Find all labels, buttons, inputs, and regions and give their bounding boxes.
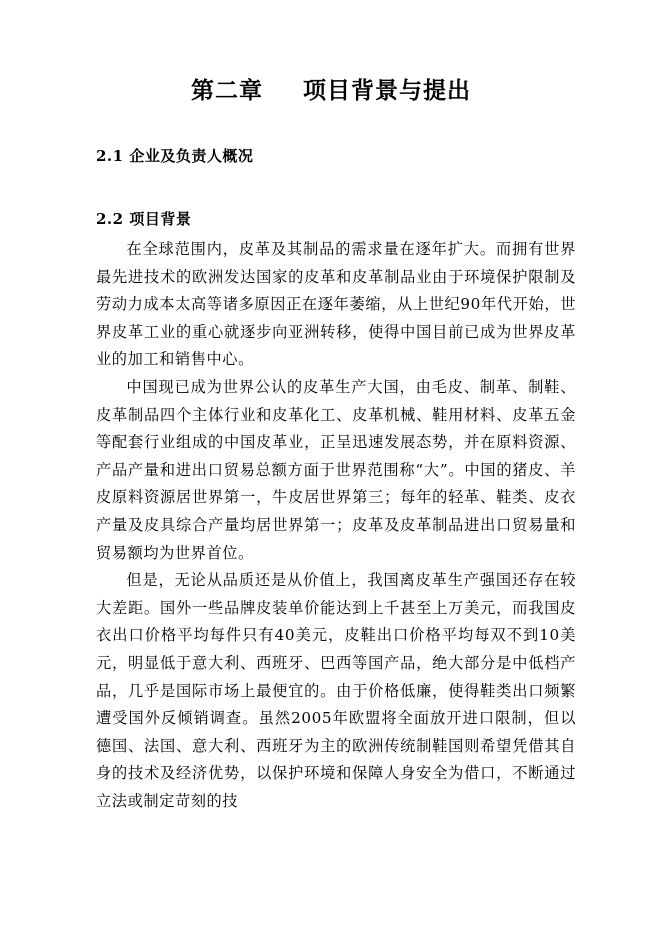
chapter-number: 第二章 (191, 77, 263, 104)
chapter-title-text: 项目背景与提出 (303, 77, 471, 104)
paragraph: 在全球范围内，皮革及其制品的需求量在逐年扩大。而拥有世界最先进技术的欧洲发达国家的皮革和皮革制品业由于环境保护限制及劳动力成本太高等诸多原因正在逐年萎缩，从上世纪90年代开始，世界皮革工业的重心就逐步向亚洲转移，使得中国目前已成为世界皮革业的加工和销售中心。 (96, 240, 576, 369)
paragraph: 但是，无论从品质还是从价值上，我国离皮革生产强国还存在较大差距。国外一些品牌皮装单价能达到上千甚至上万美元，而我国皮衣出口价格平均每件只有40美元，皮鞋出口价格平均每双不到10美元，明显低于意大利、西班牙、巴西等国产品，绝大部分是中低档产品，几乎是国际市场上最便宜的。由于价格低廉，使得鞋类出口频繁遭受国外反倾销调查。虽然2005年欧盟将全面放开进口限制，但以德国、法国、意大利、西班牙为主的欧洲传统制鞋国则希望凭借其自身的技术及经济优势，以保护环境和保障人身安全为借口，不断通过立法或制定苛刻的技 (96, 571, 576, 810)
chapter-title (0, 72, 662, 105)
body-text (96, 236, 576, 815)
paragraph: 中国现已成为世界公认的皮革生产大国，由毛皮、制革、制鞋、皮革制品四个主体行业和皮革化工、皮革机械、鞋用材料、皮革五金等配套行业组成的中国皮革业，正呈迅速发展态势，并在原料资源、产品产量和进出口贸易总额方面于世界范围称“大”。中国的猪皮、羊皮原料资源居世界第一，牛皮居世界第三；每年的轻革、鞋类、皮衣产量及皮具综合产量均居世界第一；皮革及皮革制品进出口贸易量和贸易额均为世界首位。 (96, 377, 576, 562)
section-heading-2-2: 2.2 项目背景 (96, 210, 192, 228)
section-heading-2-1: 2.1 企业及负责人概况 (96, 147, 254, 165)
